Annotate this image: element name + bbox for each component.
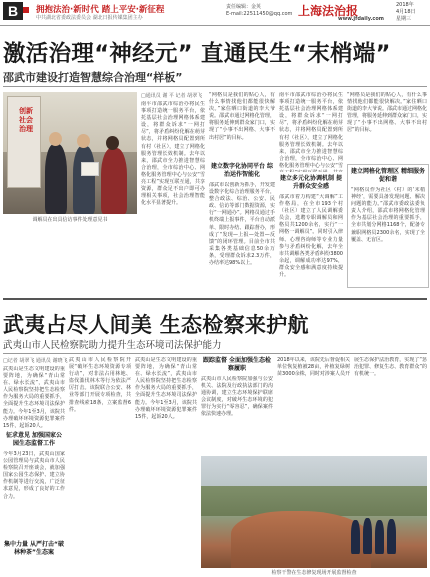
photo-person bbox=[101, 148, 127, 214]
newspaper-url: www.jfdaily.com bbox=[338, 16, 385, 22]
header-editor: 责任编辑：金英 bbox=[226, 4, 262, 10]
story2-column-4: 武夷山市人民检察院加强与公安机关、法院及行政执法部门的沟通协调，建立生态环境保护联席会议制度，对破坏生态环境的犯罪行为实行“零容忍”，确保案件依法快速办理。 bbox=[201, 376, 273, 418]
story1-headline: 激活治理“神经元” 直通民生“末梢端” bbox=[3, 41, 391, 67]
story2-byline: □记者 胡翠飞 通讯员 谢晓飞 bbox=[3, 358, 68, 364]
story1-column-3: 邵武市着力构建“大调解”工作格局，在全市193个村（社区）建立了人民调解委员会，选聘专职调解员和网格员共1200余名，实行“一网格一调解员”。同时引入律师、心理咨询师等专业力量参与矛盾纠纷化解，去年全市共调解各类矛盾纠纷3800余起，调解成功率达97%，群众安全感和满意度持续提升。 bbox=[279, 194, 343, 279]
photo-signboard-text: 创新社会治理 bbox=[19, 107, 33, 133]
story2-column-1-subhead-2: 集中力量 从严打击“破林种茶”生态案 bbox=[3, 541, 65, 556]
photo-person bbox=[73, 146, 95, 214]
story1-photo bbox=[3, 92, 137, 214]
story2-column-1b: 今年3月23日，武夷山国家公园管理局与武夷山市人民检察院召开座谈会，就加强国家公园生态保护、建立协作机制等进行交流，广泛征求意见，形成了良好的工作合力。 bbox=[3, 451, 65, 500]
photo-person-head bbox=[49, 132, 62, 146]
story2-column-3: 武夷山是生态文明建设的重要阵地，为确保“青山常在、绿水长流”，武夷山市人民检察院坚持把生态检察作为服务大局的重要抓手，全面提升生态环境司法保护能力。今年1至3月，该院共办理破坏环境资源犯罪案件15件，起诉20人。 bbox=[135, 357, 197, 420]
page-header bbox=[0, 0, 430, 26]
photo-person bbox=[351, 520, 360, 554]
photo-exposed-soil bbox=[231, 511, 371, 568]
story1-column-3-top: 南平市邵武市综治办将民生事项打造统一服务平台，依托基层社会治理网格体系建设，将群众诉求“一网打尽”，将矛盾纠纷化解在萌芽状态，并将网格员配置到所有村（社区），建立了网格化服务管理长效机制。去年以来，邵武市全力推进智慧综合治理，全市综治中心、网格化服务管理中心与公安“雪 bbox=[279, 92, 343, 169]
story1-photo-caption: 调解员在出具信访事件处理意见书 bbox=[32, 217, 108, 223]
photo-signboard bbox=[7, 96, 41, 188]
divider bbox=[3, 353, 427, 354]
header-email: E-mail:22511450@qq.com bbox=[226, 11, 293, 17]
story2-column-2: 武夷山市人民检察院开展“破坏生态环境资源专项行动”，对非法占用林地、盗伐滥伐林木等行为依法严厉打击。该院联合公安、林业等部门开展专项检查，共排查线索18条，立案监督6件。 bbox=[69, 357, 131, 413]
header-slogan: 拥抱法治·新时代 踏上平安·新征程 bbox=[36, 5, 165, 15]
story2-column-1: 武夷山是生态文明建设的重要阵地，为确保“青山常在、绿水长流”，武夷山市人民检察院坚持把生态检察作为服务大局的重要抓手，全面提升生态环境司法保护能力。今年1至3月，该院共办理破坏环境资源犯罪案件15件，起诉20人。 bbox=[3, 366, 65, 428]
story1-column-2-subhead: 建立数字化协同平台 综治运作智能化 bbox=[210, 163, 274, 178]
sidebar-box-text: “网格员作为社区（村）的‘末梢神经’，需要具备发现问题、解决问题的能力。”邵武市委政法委负责人介绍，邵武市将网格化管理作为基层社会治理的重要抓手，全市共划分网格1168个，配备专兼职网格员2300余名，实现了全覆盖、无盲区。 bbox=[351, 187, 425, 243]
section-divider bbox=[3, 298, 427, 300]
story1-subhead: 邵武市建设打造智慧综合治理“样板” bbox=[3, 71, 183, 84]
story2-subhead: 武夷山市人民检察院助力提升生态环境司法保护能力 bbox=[3, 340, 222, 351]
newspaper-logo: 上海法治报 bbox=[298, 4, 359, 18]
issue-date-year: 2018年 bbox=[396, 2, 414, 8]
story1-column-4-top: “网格员是我们的贴心人，有什么事情找他们都能很快解决。”家住晒口街道的李大爷说。邵武市通过网格化管理，将服务延伸到群众家门口，实现了“小事不出网格、大事不出村居”的目标。 bbox=[347, 92, 427, 134]
story1-column-2: 邵武市以创新为抓手，开发建设数字化综合治理服务平台，整合政法、综治、公安、民政、信访等部门数据资源，实行“一网通办”。网格员通过手机终端上报事件，平台自动派单、限时办结、跟踪督办，形成了“发现—上报—处置—反馈”的闭环管理。目前全市共采集各类基础信息50余万条，受理群众诉求2.3万件，办结率达98%以上。 bbox=[209, 182, 275, 267]
photo-person-head bbox=[77, 134, 90, 148]
photo-person bbox=[387, 519, 396, 554]
story2-column-5: 2018年以来，该院先后督促相关单位恢复植被28亩，补植复绿树苗3000余株，同时对涉案人员开展生态保护法治教育，实现了“惩治犯罪、修复生态、教育群众”的有机统一。 bbox=[277, 357, 427, 378]
photo-document bbox=[81, 162, 99, 176]
issue-date-weekday: 星期三 bbox=[396, 16, 412, 22]
story2-photo bbox=[201, 456, 427, 568]
story1-byline: □通讯员 谢 平 记者 胡翠飞 bbox=[141, 93, 203, 99]
sidebar-box-title: 建立网格化管理区 精细服务促和谐 bbox=[350, 168, 426, 183]
photo-person bbox=[363, 518, 372, 554]
story2-headline: 武夷占尽人间美 生态检察来护航 bbox=[3, 313, 309, 337]
story2-photo-caption: 检察干警在生态修复现场开展监督检查 bbox=[271, 570, 357, 576]
story1-column-1: 南平市邵武市综治办将民生事项打造统一服务平台，依托基层社会治理网格体系建设，将群众诉求“一网打尽”，将矛盾纠纷化解在萌芽状态，并将网格员配置到所有村（社区），建立了网格化服务管理长效机制。去年以来，邵武市全力推进智慧综合治理，全市综治中心、网格化服务管理中心与公安“雪亮工程”实现互联互通，共享资源，群众足不出户即可办理相关事项，社会治理智能化水平显著提升。 bbox=[141, 101, 205, 207]
page-code-accent bbox=[23, 7, 29, 13]
divider bbox=[3, 86, 427, 87]
issue-date-day: 4月18日 bbox=[396, 9, 416, 15]
photo-person bbox=[45, 144, 67, 214]
header-slogan-sub: 中共湖北省委政法委员会 湖北日报传媒集团主办 bbox=[36, 15, 143, 21]
photo-person-head bbox=[106, 136, 119, 150]
story1-sidebar-box bbox=[347, 164, 429, 288]
story1-column-2-top: “网格员是我们的贴心人，有什么事情找他们都能很快解决。”家住晒口街道的李大爷说。邵武市通过网格化管理，将服务延伸到群众家门口，实现了“小事不出网格、大事不出村居”的目标。 bbox=[209, 92, 275, 141]
photo-person bbox=[375, 520, 384, 554]
issue-date bbox=[396, 2, 428, 23]
story2-column-1-subhead: 征求意见 加强国家公园生态监督工作 bbox=[5, 432, 63, 447]
story2-column-4-subhead: 跟踪监督 全面加强生态检察履职 bbox=[202, 357, 272, 372]
page-code-badge: B bbox=[3, 2, 23, 20]
story1-column-3-subhead: 建立多元化协调机制 提升群众安全感 bbox=[279, 175, 343, 190]
